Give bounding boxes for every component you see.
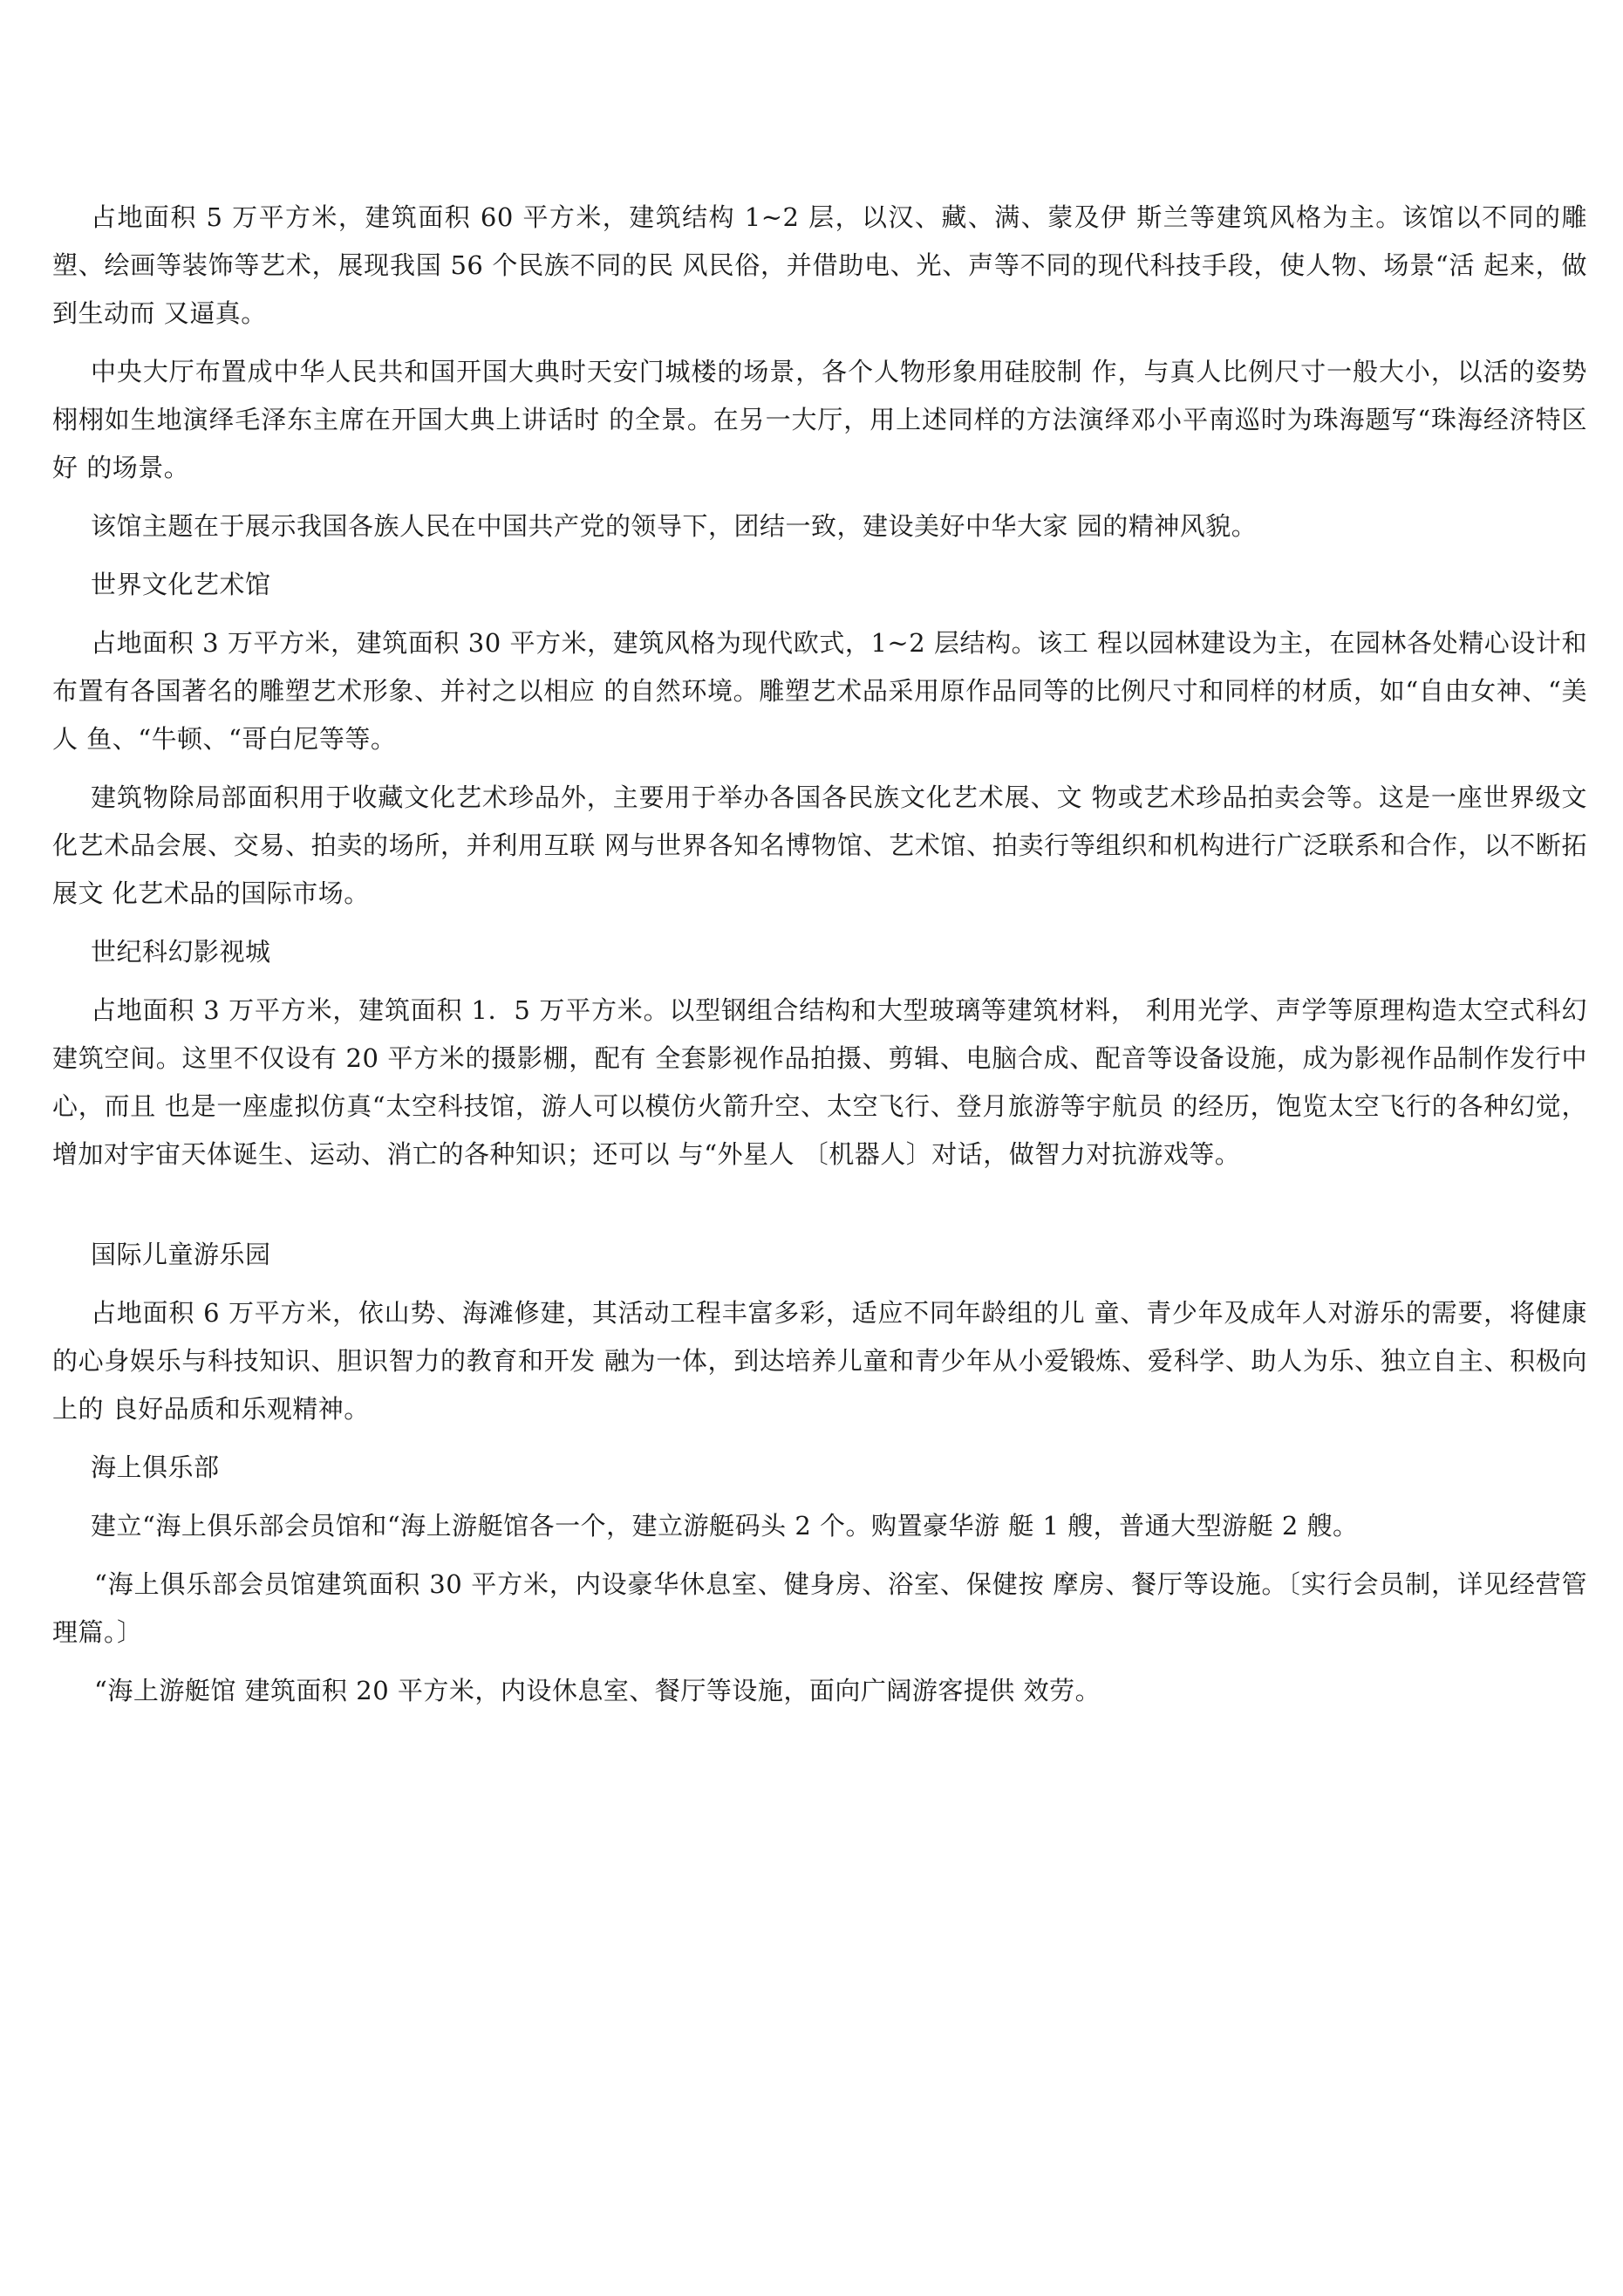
section-heading: 世界文化艺术馆 (91, 570, 271, 599)
paragraph: “海上俱乐部会员馆建筑面积 30 平方米，内设豪华休息室、健身房、浴室、保健按 摩房、餐厅等设施。〔实行会员制，详见经营管理篇。〕 (52, 1569, 1587, 1647)
paragraph: 建筑物除局部面积用于收藏文化艺术珍品外，主要用于举办各国各民族文化艺术展、文 物或艺术珍品拍卖会等。这是一座世界级文化艺术品会展、交易、拍卖的场所，并利用互联 网与世界各知名博物馆、艺术馆、拍卖行等组织和机构进行广泛联系和合作，以不断拓展文 化艺术品的国际市场。 (52, 782, 1587, 908)
section-heading: 国际儿童游乐园 (91, 1240, 271, 1269)
section-heading: 世纪科幻影视城 (91, 937, 271, 967)
paragraph: 该馆主题在于展示我国各族人民在中国共产党的领导下，团结一致，建设美好中华大家 园的精神风貌。 (91, 511, 1258, 541)
section-spacer (52, 1189, 1587, 1231)
paragraph: 占地面积 3 万平方米，建筑面积 30 平方米，建筑风格为现代欧式，1~2 层结构。该工 程以园林建设为主，在园林各处精心设计和布置有各国著名的雕塑艺术形象、并衬之以相应 的自然环境。雕塑艺术品采用原作品同等的比例尺寸和同样的材质，如“自由女神、“美人 鱼、“牛顿、“哥白尼等等。 (52, 628, 1587, 754)
paragraph: 建立“海上俱乐部会员馆和“海上游艇馆各一个，建立游艇码头 2 个。购置豪华游 艇 1 艘，普通大型游艇 2 艘。 (91, 1511, 1359, 1541)
paragraph: “海上游艇馆 建筑面积 20 平方米，内设休息室、餐厅等设施，面向广阔游客提供 效劳。 (94, 1676, 1101, 1705)
paragraph: 占地面积 3 万平方米，建筑面积 1．5 万平方米。以型钢组合结构和大型玻璃等建筑材料， 利用光学、声学等原理构造太空式科幻建筑空间。这里不仅设有 20 平方米的摄影棚，配有 全套影视作品拍摄、剪辑、电脑合成、配音等设备设施，成为影视作品制作发行中心，而且 也是一座虚拟仿真“太空科技馆，游人可以模仿火箭升空、太空飞行、登月旅游等宇航员 的经历，饱览太空飞行的各种幻觉，增加对宇宙天体诞生、运动、消亡的各种知识；还可以 与“外星人 〔机器人〕对话，做智力对抗游戏等。 (52, 995, 1587, 1169)
paragraph: 占地面积 6 万平方米，依山势、海滩修建，其活动工程丰富多彩，适应不同年龄组的儿 童、青少年及成年人对游乐的需要，将健康的心身娱乐与科技知识、胆识智力的教育和开发 融为一体，到达培养儿童和青少年从小爱锻炼、爱科学、助人为乐、独立自主、积极向上的 良好品质和乐观精神。 (52, 1298, 1587, 1424)
paragraph: 中央大厅布置成中华人民共和国开国大典时天安门城楼的场景，各个人物形象用硅胶制 作，与真人比例尺寸一般大小，以活的姿势栩栩如生地演绎毛泽东主席在开国大典上讲话时 的全景。在另一大厅，用上述同样的方法演绎邓小平南巡时为珠海题写“珠海经济特区好 的场景。 (52, 357, 1587, 482)
document-body (52, 194, 1587, 1725)
section-heading: 海上俱乐部 (91, 1452, 220, 1482)
paragraph: 占地面积 5 万平方米，建筑面积 60 平方米，建筑结构 1~2 层，以汉、藏、满、蒙及伊 斯兰等建筑风格为主。该馆以不同的雕塑、绘画等装饰等艺术，展现我国 56 个民族不同的民 风民俗，并借助电、光、声等不同的现代科技手段，使人物、场景“活 起来，做到生动而 又逼真。 (52, 202, 1587, 328)
